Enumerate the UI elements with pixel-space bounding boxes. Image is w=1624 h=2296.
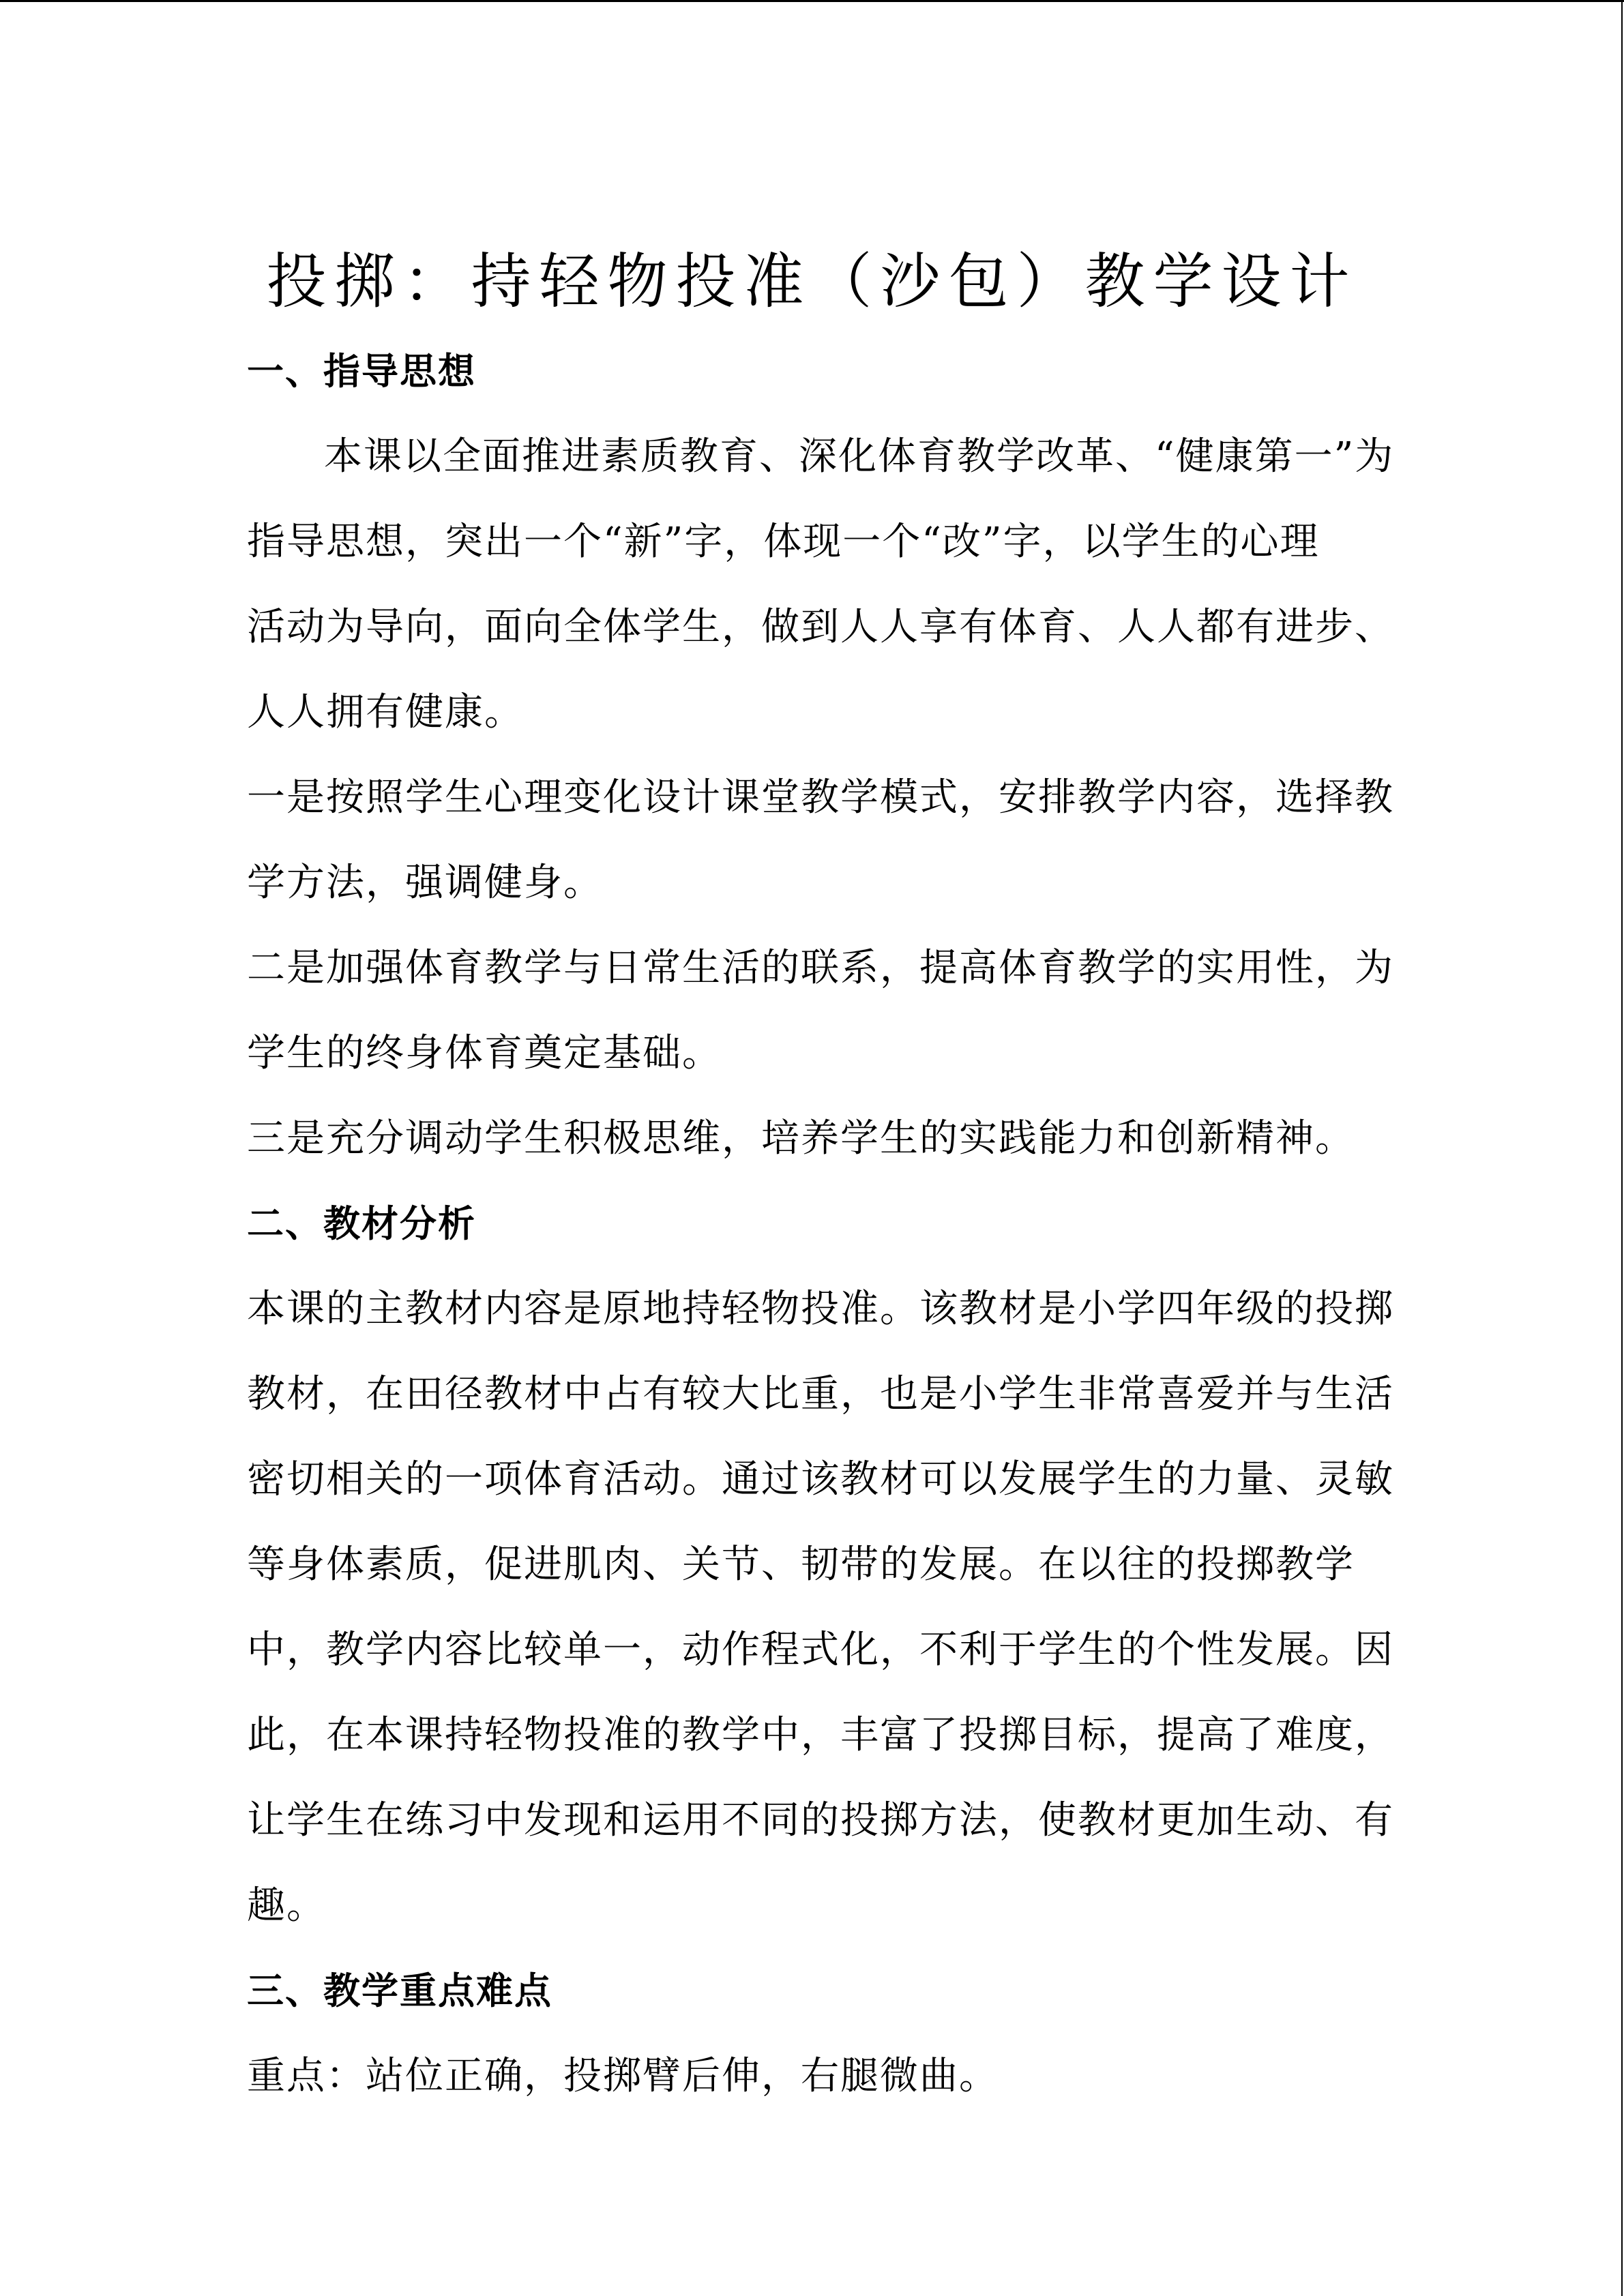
paragraph-line: 活动为导向，面向全体学生，做到人人享有体育、人人都有进步、 bbox=[247, 605, 1394, 649]
paragraph-line: 密切相关的一项体育活动。通过该教材可以发展学生的力量、灵敏 bbox=[247, 1457, 1394, 1502]
section-guiding-ideology bbox=[247, 329, 1393, 1181]
section-heading: 三、教学重点难点 bbox=[247, 1969, 552, 2012]
paragraph-line: 重点：站位正确，投掷臂后伸，右腿微曲。 bbox=[247, 2054, 999, 2098]
paragraph-line: 本课的主教材内容是原地持轻物投准。该教材是小学四年级的投掷 bbox=[247, 1287, 1394, 1331]
paragraph-line: 本课以全面推进素质教育、深化体育教学改革、“健康第一”为 bbox=[324, 434, 1395, 479]
paragraph-line: 中，教学内容比较单一，动作程式化，不利于学生的个性发展。因 bbox=[247, 1628, 1394, 1672]
page-border-right bbox=[1621, 0, 1623, 2296]
paragraph-line: 学生的终身体育奠定基础。 bbox=[247, 1031, 722, 1075]
section-material-analysis bbox=[247, 1181, 1393, 1948]
paragraph-line: 等身体素质，促进肌肉、关节、韧带的发展。在以往的投掷教学 bbox=[247, 1542, 1355, 1587]
paragraph-line: 人人拥有健康。 bbox=[247, 690, 524, 734]
paragraph-line: 教材，在田径教材中占有较大比重，也是小学生非常喜爱并与生活 bbox=[247, 1372, 1394, 1416]
paragraph-line: 学方法，强调健身。 bbox=[247, 861, 603, 905]
document-body bbox=[247, 329, 1393, 2119]
paragraph-line: 趣。 bbox=[247, 1883, 326, 1928]
paragraph-line: 三是充分调动学生积极思维，培养学生的实践能力和创新精神。 bbox=[247, 1116, 1355, 1161]
section-heading: 二、教材分析 bbox=[247, 1202, 476, 1245]
paragraph-line: 一是按照学生心理变化设计课堂教学模式，安排教学内容，选择教 bbox=[247, 775, 1394, 820]
paragraph-line: 指导思想，突出一个“新”字，体现一个“改”字，以学生的心理 bbox=[247, 520, 1320, 564]
paragraph-line: 二是加强体育教学与日常生活的联系，提高体育教学的实用性，为 bbox=[247, 946, 1394, 990]
page-border-top bbox=[0, 0, 1624, 2]
paragraph-line: 此，在本课持轻物投准的教学中，丰富了投掷目标，提高了难度， bbox=[247, 1713, 1394, 1757]
paragraph-line: 让学生在练习中发现和运用不同的投掷方法，使教材更加生动、有 bbox=[247, 1798, 1394, 1843]
section-heading: 一、指导思想 bbox=[247, 349, 476, 393]
document-title: 投掷：持轻物投准（沙包）教学设计 bbox=[266, 246, 1358, 316]
section-key-points bbox=[247, 1948, 1393, 2119]
